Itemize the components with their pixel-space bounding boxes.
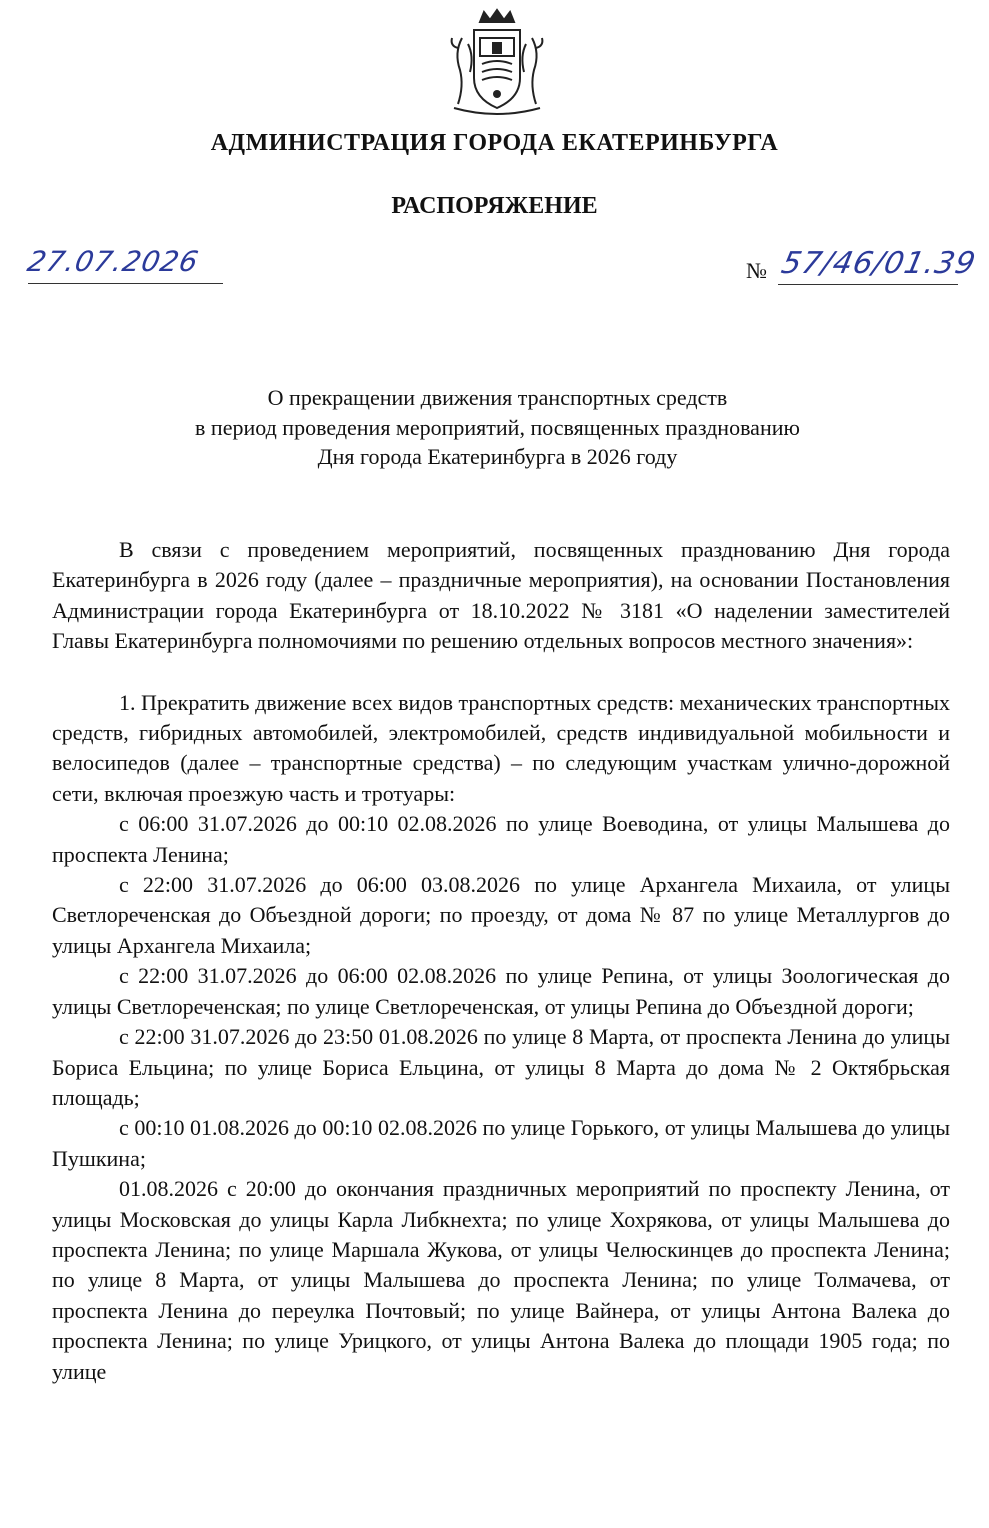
document-subject bbox=[100, 383, 895, 472]
item-1-paragraph: 1. Прекратить движение всех видов транспортных средств: механических транспортных средств, гибридных автомобилей, электромобилей, средств индивидуальной мобильности и велосипедов (далее – транспортные средства) – по следующим участкам улично-дорожной сети, включая проезжую часть и тротуары: bbox=[52, 689, 950, 806]
document-type: РАСПОРЯЖЕНИЕ bbox=[391, 193, 598, 219]
subject-line: Дня города Екатеринбурга в 2026 году bbox=[317, 444, 678, 469]
clause-paragraph: 01.08.2026 с 20:00 до окончания праздничных мероприятий по проспекту Ленина, от улицы Московская до улицы Карла Либкнехта; по улице Хохрякова, от улицы Малышева до проспекта Ленина; по улице Маршала Жукова, от улицы Челюскинцев до проспекта Ленина; по улице 8 Марта, от улицы Малышева до проспекта Ленина; по улице Толмачева, от проспекта Ленина до переулка Почтовый; по улице Вайнера, от улицы Антона Валека до проспекта Ленина; по улице Урицкого, от улицы Антона Валека до площади 1905 года; по улице bbox=[52, 1176, 950, 1384]
handwritten-date: 27.07.2026 bbox=[24, 245, 202, 278]
clause-paragraph: с 06:00 31.07.2026 до 00:10 02.08.2026 по улице Воеводина, от улицы Малышева до проспекта Ленина; bbox=[52, 811, 950, 867]
organization-name: АДМИНИСТРАЦИЯ ГОРОДА ЕКАТЕРИНБУРГА bbox=[210, 130, 779, 156]
clause-paragraph: с 00:10 01.08.2026 до 00:10 02.08.2026 по улице Горького, от улицы Малышева до улицы Пушкина; bbox=[52, 1115, 950, 1171]
date-field bbox=[24, 243, 223, 284]
number-sign: № bbox=[746, 258, 767, 283]
subject-line: в период проведения мероприятий, посвященных празднованию bbox=[195, 414, 800, 440]
number-line bbox=[778, 246, 980, 285]
subject-line: О прекращении движения транспортных средств bbox=[267, 385, 728, 410]
clause-paragraph: с 22:00 31.07.2026 до 23:50 01.08.2026 по улице 8 Марта, от проспекта Ленина до улицы Бориса Ельцина; по улице Бориса Ельцина, от улицы 8 Марта до дома № 2 Октябрьская площадь; bbox=[52, 1024, 950, 1110]
coat-of-arms-icon bbox=[444, 8, 550, 116]
preamble-paragraph: В связи с проведением мероприятий, посвященных празднованию Дня города Екатеринбурга в 2026 году (далее – праздничные мероприятия), на основании Постановления Администрации города Екатеринбурга от 18.10.2022 № 3181 «О наделении заместителей Главы Екатеринбурга полномочиями по решению отдельных вопросов местного значения»: bbox=[52, 537, 950, 654]
clause-paragraph: с 22:00 31.07.2026 до 06:00 03.08.2026 по улице Архангела Михаила, от улицы Светлореченская до Объездной дороги; по проезду, от дома № 87 по улице Металлургов до улицы Архангела Михаила; bbox=[52, 872, 950, 958]
document-body bbox=[52, 535, 950, 1387]
handwritten-number: 57/46/01.39 bbox=[778, 246, 980, 281]
number-field bbox=[746, 246, 980, 288]
clause-paragraph: с 22:00 31.07.2026 до 06:00 02.08.2026 по улице Репина, от улицы Зоологическая до улицы Светлореченская; по улице Светлореченская, от улицы Репина до Объездной дороги; bbox=[52, 963, 950, 1019]
